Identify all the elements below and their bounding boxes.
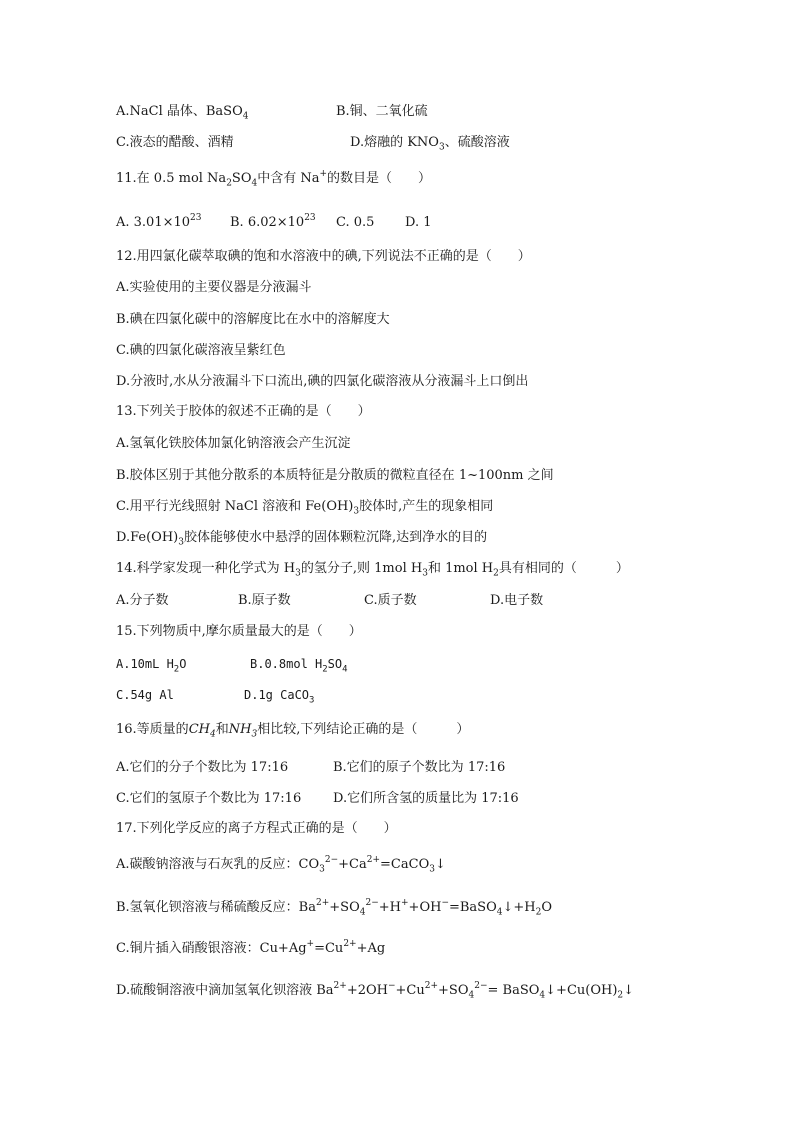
q16-stem: 16.等质量的$CH_4$和$NH_3$相比较,下列结论正确的是（ ） [116,722,470,740]
q10-option-d: D.熔融的 $KNO_3$、硫酸溶液 [350,135,510,153]
q10-option-b: B.铜、二氧化硫 [336,104,428,119]
q13-option-b: B.胶体区别于其他分散系的本质特征是分散质的微粒直径在 1~100nm 之间 [116,468,554,483]
q10-option-a: A.NaCl 晶体、BaSO$_4$ [116,104,249,122]
q12-option-c: C.碘的四氯化碳溶液呈紫红色 [116,343,286,358]
q10-option-c: C.液态的醋酸、酒精 [116,135,234,150]
q15-option-a: A.10mL $H_2O$ [116,657,187,675]
q11-option-a: A. $3.01\times 10^{23}$ [116,212,202,230]
q11-option-c: C. 0.5 [336,215,375,230]
q17-option-b: B.氢氧化钡溶液与稀硫酸反应：$Ba^{2+}+SO_4^{2-}+H^++OH^-=BaSO_4↓+H_2O$ [116,897,553,918]
q16-option-c: C.它们的氢原子个数比为 17:16 [116,791,302,806]
q15-stem: 15.下列物质中,摩尔质量最大的是（ ） [116,624,362,639]
q14-option-d: D.电子数 [490,593,544,608]
q11-option-b: B. $6.02\times 10^{23}$ [230,212,316,230]
q17-stem: 17.下列化学反应的离子方程式正确的是（ ） [116,821,397,836]
q14-option-b: B.原子数 [238,593,291,608]
q12-option-b: B.碘在四氯化碳中的溶解度比在水中的溶解度大 [116,312,390,327]
q16-option-a: A.它们的分子个数比为 17:16 [116,760,289,775]
q15-option-b: B.0.8mol $H_2SO_4$ [250,657,348,675]
q12-stem: 12.用四氯化碳萃取碘的饱和水溶液中的碘,下列说法不正确的是（ ） [116,249,531,264]
q17-option-a: A.碳酸钠溶液与石灰乳的反应：$CO_3^{2-}+Ca^{2+}=CaCO_3↓$ [116,854,446,875]
q13-option-a: A.氢氧化铁胶体加氯化钠溶液会产生沉淀 [116,436,351,451]
q13-option-d: $D.Fe(OH)_3$胶体能够使水中悬浮的固体颗粒沉降,达到净水的目的 [116,530,488,548]
q16-option-d: D.它们所含氢的质量比为 17:16 [333,791,519,806]
q11-option-d: D. 1 [405,215,432,230]
q12-option-a: A.实验使用的主要仪器是分液漏斗 [116,280,312,295]
q11-stem: 11.在 0.5 mol $Na_2SO_4$中含有 Na+的数目是（ ） [116,168,432,189]
q16-option-b: B.它们的原子个数比为 17:16 [333,760,506,775]
q14-option-c: C.质子数 [364,593,417,608]
q14-option-a: A.分子数 [116,593,169,608]
q13-option-c: C.用平行光线照射 NaCl 溶液和 $Fe(OH)_3$胶体时,产生的现象相同 [116,499,494,517]
q12-option-d: D.分液时,水从分液漏斗下口流出,碘的四氯化碳溶液从分液漏斗上口倒出 [116,374,529,389]
q15-option-c: C.54g Al [116,688,174,702]
q14-stem: 14.科学家发现一种化学式为 $H_3$的氢分子,则 1mol $H_3$和 1mol $H_2$具有相同的（ ） [116,561,629,579]
q17-option-d: D.硫酸铜溶液中滴加氢氧化钡溶液 $Ba^{2+}+2OH^-+Cu^{2+}+SO_4^{2-}=$ $BaSO_4↓+Cu(OH)_2↓$ [116,980,635,1001]
q15-option-d: D.1g CaCO$_3$ [244,688,315,706]
q17-option-c: C.铜片插入硝酸银溶液：$Cu+Ag^+=Cu^{2+}+Ag$ [116,938,386,956]
q13-stem: 13.下列关于胶体的叙述不正确的是（ ） [116,404,371,419]
